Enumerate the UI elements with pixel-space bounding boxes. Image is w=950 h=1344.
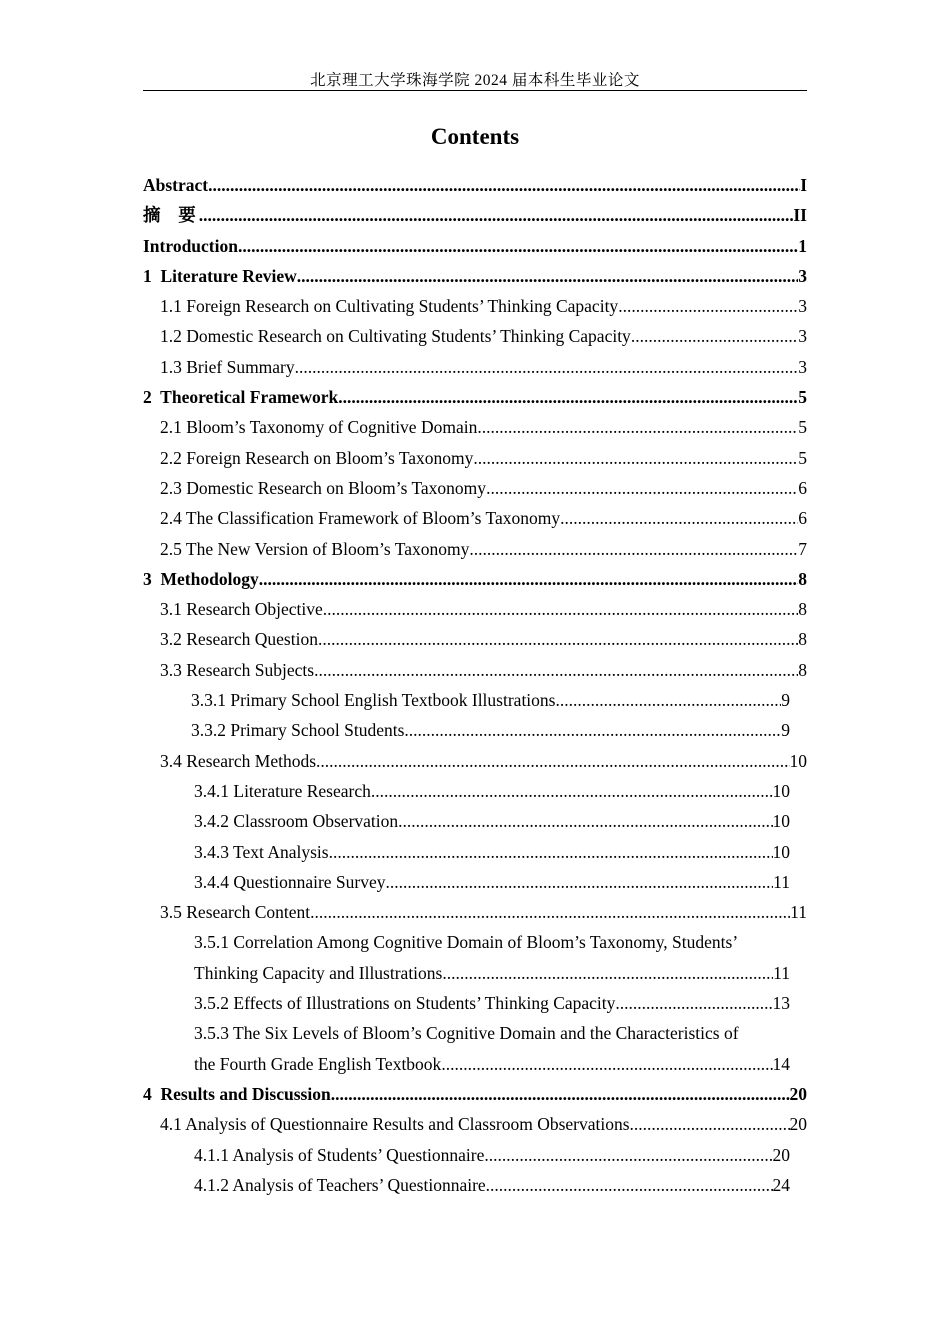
toc-entry-2-1[interactable] <box>143 412 807 442</box>
toc-title: Contents <box>430 124 520 149</box>
toc-leader-dots <box>486 473 798 503</box>
toc-entry-page: 13 <box>772 993 790 1014</box>
toc-entry-page: 5 <box>798 417 807 438</box>
toc-entry-text: 3.4.2 Classroom Observation <box>194 811 399 832</box>
toc-entry-3-4-3[interactable] <box>143 837 790 867</box>
toc-entry-3-5-3[interactable] <box>143 1018 807 1079</box>
toc-leader-dots <box>323 594 798 624</box>
toc-leader-dots <box>615 988 772 1018</box>
toc-entry-text: 2.5 The New Version of Bloom’s Taxonomy <box>160 538 470 559</box>
toc-entry-text: 2.3 Domestic Research on Bloom’s Taxonomy <box>160 477 487 498</box>
toc-leader-dots <box>310 897 790 927</box>
toc-entry-text: 3.3.2 Primary School Students <box>191 720 405 741</box>
toc-entry-text: 3.4 Research Methods <box>160 750 317 771</box>
toc-entry-page: 10 <box>772 811 790 832</box>
toc-entry-text: 2.4 The Classification Framework of Bloom’s Taxonomy <box>160 508 561 529</box>
toc-entry-page: 3 <box>798 296 807 317</box>
toc-entry-2-2[interactable] <box>143 443 807 473</box>
toc-entry-page: 24 <box>772 1174 790 1195</box>
toc-leader-dots <box>631 321 798 351</box>
toc-leader-dots <box>371 776 773 806</box>
toc-entry-3-4-2[interactable] <box>143 806 790 836</box>
toc-entry-page: 1 <box>798 235 807 256</box>
toc-leader-dots <box>331 1079 790 1109</box>
toc-entry-text-line1: 3.5.3 The Six Levels of Bloom’s Cognitive Domain and the Characteristics of <box>194 1023 739 1044</box>
toc-entry-text: 4 Results and Discussion <box>143 1083 331 1104</box>
toc-leader-dots <box>295 352 799 382</box>
toc-entry-text: 3.4.1 Literature Research <box>194 780 371 801</box>
toc-entry-page: 11 <box>790 902 807 923</box>
toc-entry-page: 8 <box>798 629 807 650</box>
toc-entry-page: 20 <box>789 1083 807 1104</box>
toc-leader-dots <box>477 412 798 442</box>
toc-entry-text: 2 Theoretical Framework <box>143 387 339 408</box>
toc-entry-text: 1.3 Brief Summary <box>160 356 295 377</box>
toc-leader-dots <box>469 534 798 564</box>
toc-entry-1-3[interactable] <box>143 352 807 382</box>
toc-leader-dots <box>318 624 798 654</box>
toc-entry-page: 3 <box>798 265 807 286</box>
toc-entry-text: 3.1 Research Objective <box>160 599 323 620</box>
toc-entry-text: Introduction <box>143 235 238 256</box>
toc-entry-page: 11 <box>773 871 790 892</box>
toc-entry-text: 3.5.2 Effects of Illustrations on Students’ Thinking Capacity <box>194 993 616 1014</box>
toc-entry-text: 3.4.3 Text Analysis <box>194 841 329 862</box>
toc-entry-page: I <box>800 175 807 195</box>
toc-leader-dots <box>316 746 789 776</box>
toc-entry-text-line1: 3.5.1 Correlation Among Cognitive Domain of Bloom’s Taxonomy, Students’ <box>194 932 739 953</box>
toc-entry-text: Abstract <box>143 175 209 195</box>
toc-entry-chapter-2[interactable] <box>143 382 807 412</box>
toc-entry-3-2[interactable] <box>143 624 807 654</box>
toc-entry-page: 6 <box>798 477 807 498</box>
toc-entry-page: 8 <box>798 659 807 680</box>
toc-entry-text: 3.4.4 Questionnaire Survey <box>194 871 386 892</box>
toc-entry-3-4-1[interactable] <box>143 776 790 806</box>
toc-entry-text: 3.5 Research Content <box>160 902 311 923</box>
toc-entry-text: 3 Methodology <box>143 568 259 589</box>
toc-entry-3-3-1[interactable] <box>143 685 790 715</box>
toc-leader-dots <box>297 261 799 291</box>
toc-entry-text: 2.2 Foreign Research on Bloom’s Taxonomy <box>160 447 474 468</box>
toc-entry-2-4[interactable] <box>143 503 807 533</box>
toc-entry-text: 1 Literature Review <box>143 265 297 286</box>
toc-entry-page: 3 <box>798 326 807 347</box>
toc-leader-dots <box>442 958 773 988</box>
toc-leader-dots <box>338 382 798 412</box>
toc-entry-page: 10 <box>772 841 790 862</box>
toc-entry-introduction[interactable] <box>143 231 807 261</box>
toc-leader-dots <box>404 715 781 745</box>
toc-entry-4-1-2[interactable] <box>143 1170 790 1200</box>
toc-entry-text-line2: Thinking Capacity and Illustrations <box>194 962 443 983</box>
toc-leader-dots <box>259 564 799 594</box>
toc-entry-text: 3.2 Research Question <box>160 629 318 650</box>
toc-leader-dots <box>441 1049 772 1079</box>
toc-entry-page: 3 <box>798 356 807 377</box>
toc-entry-page: 10 <box>789 750 807 771</box>
toc-entry-3-3[interactable] <box>143 655 807 685</box>
toc-entry-2-3[interactable] <box>143 473 807 503</box>
toc-entry-3-1[interactable] <box>143 594 807 624</box>
header-rule <box>143 90 807 91</box>
toc-entry-page: II <box>793 205 807 226</box>
toc-entry-page: 5 <box>798 387 807 408</box>
toc-leader-dots <box>314 655 798 685</box>
toc-entry-abstract[interactable] <box>143 170 807 200</box>
toc-entry-page: 11 <box>773 962 790 983</box>
toc-entry-page: 9 <box>781 690 790 711</box>
toc-entry-text: 1.1 Foreign Research on Cultivating Students’ Thinking Capacity <box>160 296 619 317</box>
toc-entry-3-4-4[interactable] <box>143 867 790 897</box>
toc-entry-text: 摘 要 <box>143 205 199 226</box>
toc-leader-dots <box>398 806 772 836</box>
toc-entry-3-5-1[interactable] <box>143 927 807 988</box>
toc-entry-text: 4.1 Analysis of Questionnaire Results and Classroom Observations <box>160 1114 630 1135</box>
page-header: 北京理工大学珠海学院 2024 届本科生毕业论文 <box>310 72 640 89</box>
toc-entry-chinese-abstract[interactable] <box>143 200 807 230</box>
toc-entry-page: 20 <box>772 1144 790 1165</box>
toc-entry-2-5[interactable] <box>143 534 807 564</box>
toc-entry-text-line2: the Fourth Grade English Textbook <box>194 1053 442 1074</box>
toc-leader-dots <box>555 685 781 715</box>
toc-entry-3-5-2[interactable] <box>143 988 790 1018</box>
toc-entry-page: 20 <box>789 1114 807 1135</box>
toc-entry-page: 10 <box>772 780 790 801</box>
toc-leader-dots <box>199 200 794 230</box>
toc-leader-dots <box>329 837 773 867</box>
toc-entry-1-2[interactable] <box>143 321 807 351</box>
toc-entry-page: 5 <box>798 447 807 468</box>
toc-entry-4-1-1[interactable] <box>143 1140 790 1170</box>
toc-leader-dots <box>386 867 774 897</box>
toc-entry-text: 3.3 Research Subjects <box>160 659 315 680</box>
toc-entry-page: 9 <box>781 720 790 741</box>
toc-entry-1-1[interactable] <box>143 291 807 321</box>
toc-entry-text: 3.3.1 Primary School English Textbook Illustrations <box>191 690 556 711</box>
toc-leader-dots <box>473 443 798 473</box>
toc-entry-page: 8 <box>798 568 807 589</box>
toc-entry-chapter-4[interactable] <box>143 1079 807 1109</box>
toc-leader-dots <box>484 1140 772 1170</box>
toc-entry-text: 2.1 Bloom’s Taxonomy of Cognitive Domain <box>160 417 478 438</box>
toc-entry-chapter-3[interactable] <box>143 564 807 594</box>
toc-entry-4-1[interactable] <box>143 1109 807 1139</box>
toc-leader-dots <box>208 170 800 200</box>
toc-entry-text: 1.2 Domestic Research on Cultivating Students’ Thinking Capacity <box>160 326 631 347</box>
toc-leader-dots <box>630 1109 790 1139</box>
toc-leader-dots <box>238 231 798 261</box>
toc-leader-dots <box>560 503 798 533</box>
toc-entry-text: 4.1.1 Analysis of Students’ Questionnaire <box>194 1144 485 1165</box>
table-of-contents <box>143 170 807 1200</box>
toc-entry-text: 4.1.2 Analysis of Teachers’ Questionnaire <box>194 1174 486 1195</box>
toc-entry-3-5[interactable] <box>143 897 807 927</box>
toc-entry-page: 7 <box>798 538 807 559</box>
toc-leader-dots <box>618 291 798 321</box>
toc-entry-page: 8 <box>798 599 807 620</box>
toc-entry-chapter-1[interactable] <box>143 261 807 291</box>
toc-entry-3-3-2[interactable] <box>143 715 790 745</box>
toc-entry-page: 6 <box>798 508 807 529</box>
toc-leader-dots <box>486 1170 773 1200</box>
toc-entry-3-4[interactable] <box>143 746 807 776</box>
toc-entry-page: 14 <box>772 1053 790 1074</box>
